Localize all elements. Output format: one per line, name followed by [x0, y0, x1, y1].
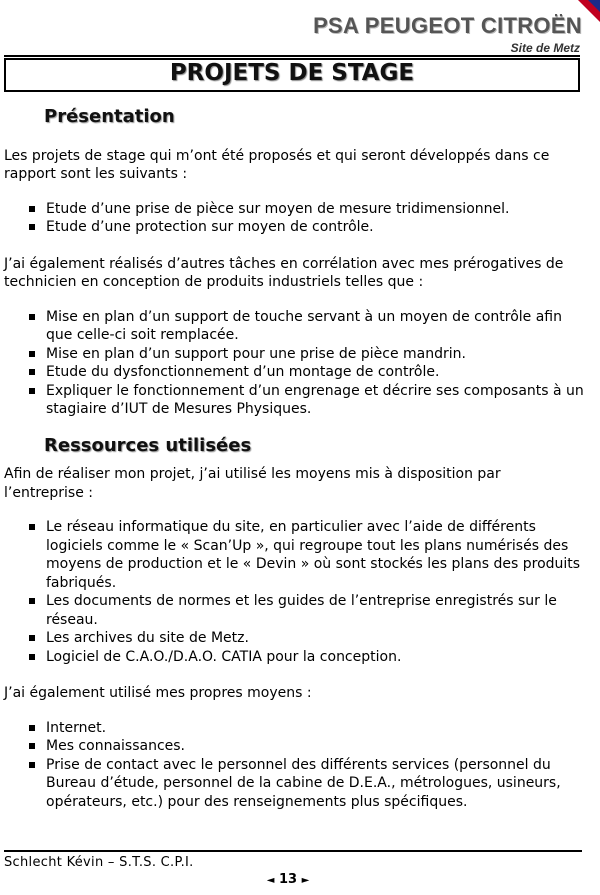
list-item: Prise de contact avec le personnel des différents services (personnel du Bureau d’étude, personnel de la cabine de D.E.A., métrologues, usineurs, opérateurs, etc.) pour des renseignements plus spécifiques.	[4, 756, 584, 812]
list-item: Etude d’une protection sur moyen de contrôle.	[4, 218, 584, 237]
paragraph: J’ai également utilisé mes propres moyens :	[4, 685, 312, 701]
page-number: 13	[278, 872, 298, 887]
company-name: PSA PEUGEOT CITROËN	[313, 13, 582, 38]
page-title: PROJETS DE STAGE	[169, 60, 415, 86]
next-page-icon[interactable]: ►	[301, 875, 310, 886]
paragraph: J’ai également réalisés d’autres tâches en corrélation avec mes prérogatives de technicien en conception de produits industriels telles que :	[4, 255, 564, 290]
paragraph: Afin de réaliser mon projet, j’ai utilisé les moyens mis à disposition par l’entreprise :	[4, 466, 501, 501]
list-item: Mise en plan d’un support pour une prise de pièce mandrin.	[4, 345, 584, 364]
bullet-list	[4, 308, 584, 419]
bullet-list	[4, 200, 584, 237]
bullet-list	[4, 719, 584, 812]
logo-corner-blue	[588, 0, 600, 12]
list-item: Les archives du site de Metz.	[4, 629, 584, 648]
footer-author: Schlecht Kévin – S.T.S. C.P.I.	[4, 855, 194, 870]
list-item: Internet.	[4, 719, 584, 738]
prev-page-icon[interactable]: ◄	[266, 875, 275, 886]
paragraph: Les projets de stage qui m’ont été proposés et qui seront développés dans ce rapport sont les suivants :	[4, 147, 550, 182]
list-item: Etude du dysfonctionnement d’un montage de contrôle.	[4, 363, 584, 382]
list-item: Logiciel de C.A.O./D.A.O. CATIA pour la conception.	[4, 648, 584, 667]
list-item: Le réseau informatique du site, en particulier avec l’aide de différents logiciels comme le « Scan’Up », qui regroupe tout les plans numérisés des moyens de production et le « Devin » où sont stockés les plans des produits fabriqués.	[4, 518, 584, 592]
document-body	[4, 108, 584, 829]
section-heading-ressources: Ressources utilisées	[44, 434, 252, 456]
list-item: Les documents de normes et les guides de l’entreprise enregistrés sur le réseau.	[4, 592, 584, 629]
bullet-list	[4, 518, 584, 666]
header-rule	[4, 55, 580, 57]
list-item: Expliquer le fonctionnement d’un engrenage et décrire ses composants à un stagiaire d’IUT de Mesures Physiques.	[4, 382, 584, 419]
list-item: Mise en plan d’un support de touche servant à un moyen de contrôle afin que celle-ci soit remplacée.	[4, 308, 584, 345]
section-heading-presentation: Présentation	[44, 106, 175, 127]
list-item: Mes connaissances.	[4, 737, 584, 756]
list-item: Etude d’une prise de pièce sur moyen de mesure tridimensionnel.	[4, 200, 584, 219]
site-name: Site de Metz	[510, 41, 580, 55]
footer-rule	[4, 850, 582, 852]
page-number-nav	[0, 872, 576, 887]
